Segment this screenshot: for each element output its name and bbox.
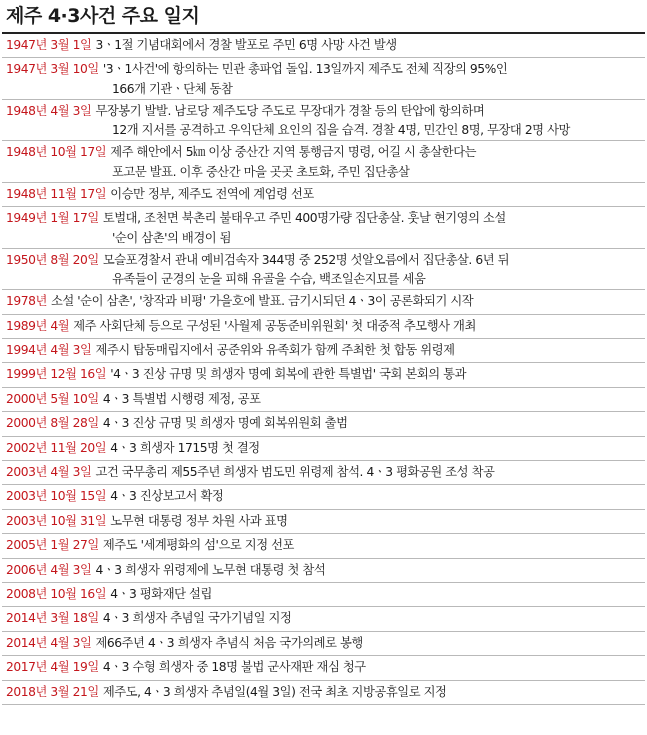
event-line-continued [6,163,639,183]
event-description: 모슬포경찰서 관내 예비검속자 344명 중 252명 섯알오름에서 집단총살. 6년 뒤 [102,252,510,267]
event-date: 2006년 4월 3일 [6,562,92,577]
event-line [6,414,639,434]
event-date: 2000년 8월 28일 [6,416,99,431]
timeline-row [2,249,645,291]
timeline-row [2,510,645,534]
event-line [6,512,639,532]
event-date: 1950년 8월 20일 [6,252,99,267]
event-line [6,341,639,361]
event-date: 2017년 4월 19일 [6,660,99,675]
timeline-row [2,58,645,100]
event-description: 제주시 탑동매립지에서 공준위와 유족회가 함께 주최한 첫 합동 위령제 [95,343,455,358]
event-date: 2014년 4월 3일 [6,635,92,650]
timeline-row [2,559,645,583]
event-date: 1948년 11월 17일 [6,186,107,201]
timeline-row [2,141,645,183]
event-line [6,487,639,507]
event-date: 1949년 1월 17일 [6,211,99,226]
event-description: 제주 사회단체 등으로 구성된 '사월제 공동준비위원회' 첫 대중적 추모행사 개최 [73,318,476,333]
timeline-row [2,437,645,461]
event-line-continued [6,270,639,290]
timeline-row [2,656,645,680]
event-description: '3ㆍ1사건'에 항의하는 민관 총파업 돌입. 13일까지 제주도 전체 직장의 95%인 [102,62,508,77]
event-line [6,317,639,337]
event-description: 166개 기관ㆍ단체 동참 [112,81,233,96]
event-description: 무장봉기 발발. 남로당 제주도당 주도로 무장대가 경찰 등의 탄압에 항의하며 [95,103,485,118]
event-line [6,585,639,605]
event-line [6,390,639,410]
timeline-row [2,632,645,656]
event-description: 제주도, 4ㆍ3 희생자 추념일(4월 3일) 전국 최초 지방공휴일로 지정 [102,684,447,699]
event-line [6,209,639,229]
event-description: 4ㆍ3 평화재단 설립 [110,586,212,601]
event-description: 4ㆍ3 희생자 위령제에 노무현 대통령 첫 참석 [95,562,326,577]
event-description: 제주 해안에서 5㎞ 이상 중산간 지역 통행금지 명령, 어길 시 총살한다는 [110,145,477,160]
timeline-row [2,461,645,485]
event-line [6,634,639,654]
event-line [6,658,639,678]
event-description: 4ㆍ3 희생자 1715명 첫 결정 [110,440,260,455]
page-title: 제주 4·3사건 주요 일지 [6,5,200,27]
event-line [6,143,639,163]
event-date: 1978년 [6,294,47,309]
timeline-row [2,100,645,142]
event-line [6,463,639,483]
event-date: 2002년 11월 20일 [6,440,107,455]
event-description: 4ㆍ3 진상보고서 확정 [110,489,224,504]
event-line [6,683,639,703]
timeline-row [2,34,645,58]
event-date: 2014년 3월 18일 [6,611,99,626]
event-description: 4ㆍ3 희생자 추념일 국가기념일 지정 [102,611,292,626]
timeline-table [2,32,645,705]
timeline-row [2,339,645,363]
timeline-row [2,681,645,705]
timeline-row [2,290,645,314]
event-description: '순이 삼촌'의 배경이 됨 [112,230,232,245]
event-description: 고건 국무총리 제55주년 희생자 범도민 위령제 참석. 4ㆍ3 평화공원 조성 착공 [95,465,495,480]
event-date: 2000년 5월 10일 [6,391,99,406]
event-date: 2005년 1월 27일 [6,538,99,553]
event-date: 2003년 10월 31일 [6,513,107,528]
event-description: 3ㆍ1절 기념대회에서 경찰 발포로 주민 6명 사망 사건 발생 [95,38,397,52]
event-description: 이승만 정부, 제주도 전역에 계엄령 선포 [110,186,314,201]
event-line-continued [6,229,639,249]
event-line [6,185,639,205]
event-line-continued [6,121,639,141]
event-date: 2018년 3월 21일 [6,684,99,699]
event-line [6,536,639,556]
timeline-row [2,607,645,631]
event-description: 소설 '순이 삼촌', '창작과 비평' 가을호에 발표. 금기시되던 4ㆍ3이 공론화되기 시작 [50,294,474,309]
event-description: 유족들이 군경의 눈을 피해 유골을 수습, 백조일손지묘를 세움 [112,272,426,287]
event-description: 4ㆍ3 진상 규명 및 희생자 명예 회복위원회 출범 [102,416,348,431]
event-line-continued [6,80,639,100]
event-description: 12개 지서를 공격하고 우익단체 요인의 집을 습격. 경찰 4명, 민간인 8명, 무장대 2명 사망 [112,123,570,138]
event-line [6,102,639,122]
event-date: 1948년 10월 17일 [6,145,107,160]
event-line [6,60,639,80]
event-line [6,36,639,56]
timeline-row [2,363,645,387]
timeline-row [2,412,645,436]
timeline-row [2,207,645,249]
event-description: 토벌대, 조천면 북촌리 불태우고 주민 400명가량 집단총살. 훗날 현기영의 소설 [102,211,506,226]
event-date: 2003년 4월 3일 [6,465,92,480]
timeline-row [2,534,645,558]
event-date: 1999년 12월 16일 [6,367,107,382]
event-line [6,609,639,629]
event-date: 1947년 3월 10일 [6,62,99,77]
event-line [6,292,639,312]
timeline-row [2,315,645,339]
event-description: 4ㆍ3 특별법 시행령 제정, 공포 [102,391,261,406]
event-description: 노무현 대통령 정부 차원 사과 표명 [110,513,288,528]
timeline-row [2,183,645,207]
timeline-row [2,388,645,412]
event-date: 1989년 4월 [6,318,70,333]
event-date: 2003년 10월 15일 [6,489,107,504]
event-date: 1947년 3월 1일 [6,38,92,52]
event-line [6,365,639,385]
event-description: 제주도 '세계평화의 섬'으로 지정 선포 [102,538,294,553]
timeline-row [2,485,645,509]
event-line [6,561,639,581]
event-line [6,439,639,459]
event-date: 1948년 4월 3일 [6,103,92,118]
event-date: 1994년 4월 3일 [6,343,92,358]
event-description: '4ㆍ3 진상 규명 및 희생자 명예 회복에 관한 특별법' 국회 본회의 통과 [110,367,467,382]
event-description: 4ㆍ3 수형 희생자 중 18명 불법 군사재판 재심 청구 [102,660,366,675]
event-description: 제66주년 4ㆍ3 희생자 추념식 처음 국가의례로 봉행 [95,635,363,650]
event-description: 포고문 발표. 이후 중산간 마을 곳곳 초토화, 주민 집단총살 [112,164,410,179]
timeline-row [2,583,645,607]
event-date: 2008년 10월 16일 [6,586,107,601]
event-line [6,251,639,271]
